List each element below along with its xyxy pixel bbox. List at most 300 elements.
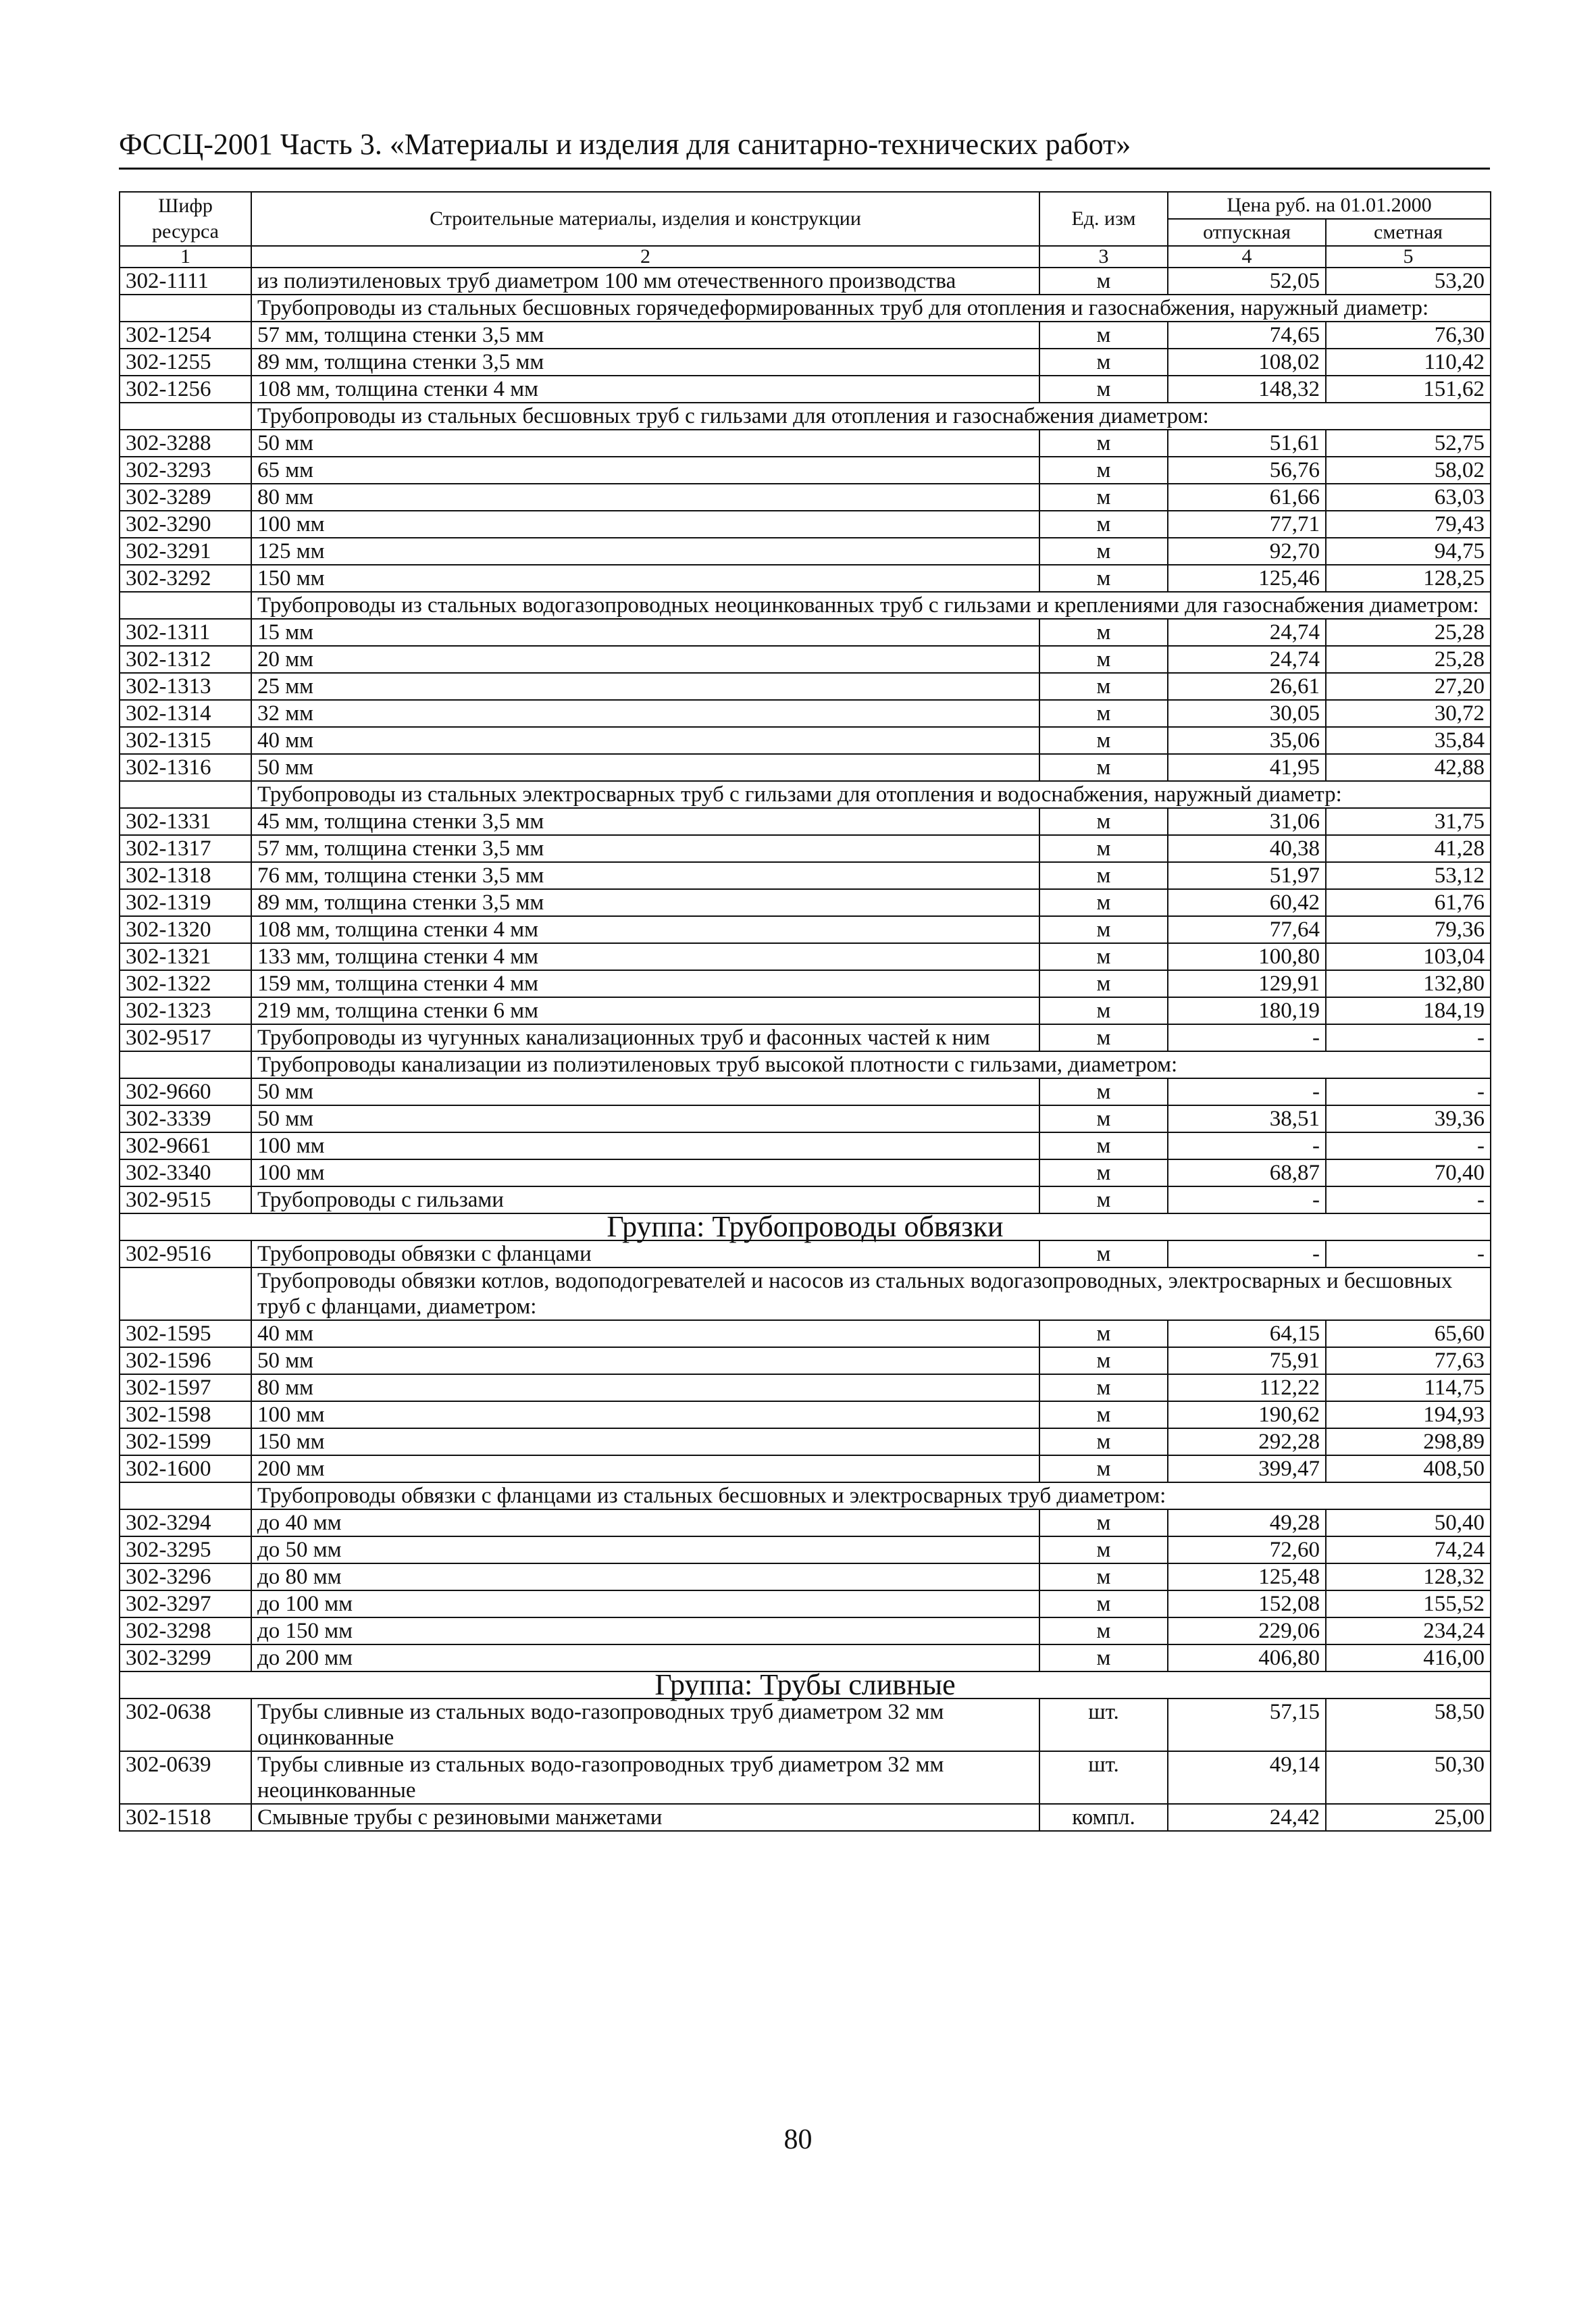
table-body bbox=[120, 268, 1491, 1831]
section-code-cell bbox=[120, 781, 251, 808]
section-code-cell bbox=[120, 295, 251, 322]
section-title: Трубопроводы из стальных бесшовных труб с гильзами для отопления и газоснабжения диаметром: bbox=[251, 403, 1491, 430]
column-header-estimate: сметная bbox=[1326, 219, 1491, 246]
estimate-price: 132,80 bbox=[1326, 970, 1491, 997]
table-row bbox=[120, 1320, 1491, 1347]
item-name: Трубопроводы с гильзами bbox=[251, 1186, 1039, 1213]
release-price: 49,28 bbox=[1168, 1509, 1326, 1536]
item-unit: м bbox=[1039, 1186, 1168, 1213]
estimate-price: 27,20 bbox=[1326, 673, 1491, 700]
resource-code: 302-1319 bbox=[120, 889, 251, 916]
item-unit: м bbox=[1039, 376, 1168, 403]
table-row bbox=[120, 565, 1491, 592]
table-row bbox=[120, 1428, 1491, 1455]
release-price: 74,65 bbox=[1168, 322, 1326, 349]
section-code-cell bbox=[120, 1482, 251, 1509]
item-name: 108 мм, толщина стенки 4 мм bbox=[251, 916, 1039, 943]
item-unit: м bbox=[1039, 646, 1168, 673]
resource-code: 302-9661 bbox=[120, 1132, 251, 1159]
item-name: Трубы сливные из стальных водо-газопроводных труб диаметром 32 мм неоцинкованные bbox=[251, 1751, 1039, 1804]
column-number: 2 bbox=[251, 246, 1039, 268]
table-row bbox=[120, 349, 1491, 376]
release-price: 190,62 bbox=[1168, 1401, 1326, 1428]
item-name: 20 мм bbox=[251, 646, 1039, 673]
item-unit: м bbox=[1039, 916, 1168, 943]
item-name: до 100 мм bbox=[251, 1590, 1039, 1617]
table-row bbox=[120, 1078, 1491, 1105]
column-header-code: Шифр ресурса bbox=[120, 192, 251, 246]
item-name: Трубопроводы обвязки с фланцами bbox=[251, 1240, 1039, 1267]
section-row bbox=[120, 781, 1491, 808]
resource-code: 302-3294 bbox=[120, 1509, 251, 1536]
section-title: Трубопроводы из стальных водогазопроводных неоцинкованных труб с гильзами и креплениями для газоснабжения диаметром: bbox=[251, 592, 1491, 619]
release-price: 64,15 bbox=[1168, 1320, 1326, 1347]
item-unit: м bbox=[1039, 970, 1168, 997]
table-row bbox=[120, 700, 1491, 727]
page-header: ФССЦ-2001 Часть 3. «Материалы и изделия для санитарно-технических работ» bbox=[119, 127, 1490, 170]
item-unit: м bbox=[1039, 1401, 1168, 1428]
estimate-price: 58,02 bbox=[1326, 457, 1491, 484]
section-code-cell bbox=[120, 1051, 251, 1078]
release-price: 24,74 bbox=[1168, 646, 1326, 673]
item-unit: м bbox=[1039, 1509, 1168, 1536]
section-code-cell bbox=[120, 403, 251, 430]
item-unit: м bbox=[1039, 1455, 1168, 1482]
table-row bbox=[120, 511, 1491, 538]
item-name: 150 мм bbox=[251, 565, 1039, 592]
item-name: до 50 мм bbox=[251, 1536, 1039, 1563]
estimate-price: 79,36 bbox=[1326, 916, 1491, 943]
estimate-price: 53,20 bbox=[1326, 268, 1491, 295]
estimate-price: 79,43 bbox=[1326, 511, 1491, 538]
item-name: 50 мм bbox=[251, 1347, 1039, 1374]
release-price: 24,42 bbox=[1168, 1804, 1326, 1831]
release-price: 148,32 bbox=[1168, 376, 1326, 403]
item-unit: м bbox=[1039, 1590, 1168, 1617]
table-row bbox=[120, 1563, 1491, 1590]
column-header-price: Цена руб. на 01.01.2000 bbox=[1168, 192, 1491, 219]
item-name: 65 мм bbox=[251, 457, 1039, 484]
item-unit: м bbox=[1039, 808, 1168, 835]
item-unit: м bbox=[1039, 835, 1168, 862]
release-price: 77,71 bbox=[1168, 511, 1326, 538]
table-row bbox=[120, 1751, 1491, 1804]
item-name: из полиэтиленовых труб диаметром 100 мм отечественного производства bbox=[251, 268, 1039, 295]
estimate-price: 50,40 bbox=[1326, 1509, 1491, 1536]
item-unit: м bbox=[1039, 1347, 1168, 1374]
item-unit: м bbox=[1039, 700, 1168, 727]
release-price: 38,51 bbox=[1168, 1105, 1326, 1132]
release-price: 35,06 bbox=[1168, 727, 1326, 754]
item-unit: м bbox=[1039, 673, 1168, 700]
section-row bbox=[120, 295, 1491, 322]
estimate-price: - bbox=[1326, 1024, 1491, 1051]
release-price: 51,61 bbox=[1168, 430, 1326, 457]
item-name: 57 мм, толщина стенки 3,5 мм bbox=[251, 322, 1039, 349]
table-row bbox=[120, 889, 1491, 916]
section-row bbox=[120, 1051, 1491, 1078]
resource-code: 302-1600 bbox=[120, 1455, 251, 1482]
resource-code: 302-3299 bbox=[120, 1644, 251, 1671]
item-unit: м bbox=[1039, 889, 1168, 916]
resource-code: 302-1255 bbox=[120, 349, 251, 376]
group-row bbox=[120, 1213, 1491, 1240]
release-price: 49,14 bbox=[1168, 1751, 1326, 1804]
estimate-price: 155,52 bbox=[1326, 1590, 1491, 1617]
table-row bbox=[120, 1401, 1491, 1428]
item-unit: м bbox=[1039, 1240, 1168, 1267]
item-unit: шт. bbox=[1039, 1751, 1168, 1804]
table-row bbox=[120, 1347, 1491, 1374]
table-row bbox=[120, 619, 1491, 646]
item-name: до 150 мм bbox=[251, 1617, 1039, 1644]
item-unit: м bbox=[1039, 322, 1168, 349]
table-row bbox=[120, 646, 1491, 673]
item-unit: м bbox=[1039, 430, 1168, 457]
item-name: 45 мм, толщина стенки 3,5 мм bbox=[251, 808, 1039, 835]
estimate-price: - bbox=[1326, 1078, 1491, 1105]
release-price: 292,28 bbox=[1168, 1428, 1326, 1455]
release-price: 51,97 bbox=[1168, 862, 1326, 889]
item-name: 32 мм bbox=[251, 700, 1039, 727]
table-row bbox=[120, 862, 1491, 889]
resource-code: 302-1331 bbox=[120, 808, 251, 835]
section-title: Трубопроводы из стальных бесшовных горячедеформированных труб для отопления и газоснабжения, наружный диаметр: bbox=[251, 295, 1491, 322]
resource-code: 302-1315 bbox=[120, 727, 251, 754]
item-unit: м bbox=[1039, 268, 1168, 295]
estimate-price: 76,30 bbox=[1326, 322, 1491, 349]
item-unit: м bbox=[1039, 565, 1168, 592]
group-title: Группа: Трубопроводы обвязки bbox=[120, 1213, 1491, 1240]
resource-code: 302-9517 bbox=[120, 1024, 251, 1051]
estimate-price: 416,00 bbox=[1326, 1644, 1491, 1671]
section-title: Трубопроводы из стальных электросварных труб с гильзами для отопления и водоснабжения, наружный диаметр: bbox=[251, 781, 1491, 808]
item-name: Смывные трубы с резиновыми манжетами bbox=[251, 1804, 1039, 1831]
estimate-price: 128,32 bbox=[1326, 1563, 1491, 1590]
item-unit: м bbox=[1039, 997, 1168, 1024]
estimate-price: 298,89 bbox=[1326, 1428, 1491, 1455]
item-unit: м bbox=[1039, 1105, 1168, 1132]
release-price: - bbox=[1168, 1078, 1326, 1105]
table-row bbox=[120, 1644, 1491, 1671]
table-row bbox=[120, 1617, 1491, 1644]
item-unit: м bbox=[1039, 1078, 1168, 1105]
resource-code: 302-1318 bbox=[120, 862, 251, 889]
estimate-price: - bbox=[1326, 1186, 1491, 1213]
release-price: 112,22 bbox=[1168, 1374, 1326, 1401]
item-name: 150 мм bbox=[251, 1428, 1039, 1455]
estimate-price: 74,24 bbox=[1326, 1536, 1491, 1563]
item-name: 125 мм bbox=[251, 538, 1039, 565]
group-title: Группа: Трубы сливные bbox=[120, 1671, 1491, 1699]
resource-code: 302-1314 bbox=[120, 700, 251, 727]
section-row bbox=[120, 403, 1491, 430]
item-name: 25 мм bbox=[251, 673, 1039, 700]
section-title: Трубопроводы канализации из полиэтиленовых труб высокой плотности с гильзами, диаметром: bbox=[251, 1051, 1491, 1078]
resource-code: 302-9660 bbox=[120, 1078, 251, 1105]
release-price: - bbox=[1168, 1132, 1326, 1159]
table-row bbox=[120, 1240, 1491, 1267]
estimate-price: 53,12 bbox=[1326, 862, 1491, 889]
resource-code: 302-1311 bbox=[120, 619, 251, 646]
release-price: 41,95 bbox=[1168, 754, 1326, 781]
section-title: Трубопроводы обвязки котлов, водоподогревателей и насосов из стальных водогазопроводных, электросварных и бесшовных труб с фланцами, диаметром: bbox=[251, 1267, 1491, 1320]
item-name: до 80 мм bbox=[251, 1563, 1039, 1590]
estimate-price: 61,76 bbox=[1326, 889, 1491, 916]
item-unit: м bbox=[1039, 1320, 1168, 1347]
release-price: 229,06 bbox=[1168, 1617, 1326, 1644]
item-name: 200 мм bbox=[251, 1455, 1039, 1482]
resource-code: 302-1518 bbox=[120, 1804, 251, 1831]
resource-code: 302-1320 bbox=[120, 916, 251, 943]
table-row bbox=[120, 1699, 1491, 1751]
estimate-price: 39,36 bbox=[1326, 1105, 1491, 1132]
item-name: Трубы сливные из стальных водо-газопроводных труб диаметром 32 мм оцинкованные bbox=[251, 1699, 1039, 1751]
item-unit: м bbox=[1039, 862, 1168, 889]
table-row bbox=[120, 457, 1491, 484]
resource-code: 302-1256 bbox=[120, 376, 251, 403]
item-name: 108 мм, толщина стенки 4 мм bbox=[251, 376, 1039, 403]
estimate-price: 77,63 bbox=[1326, 1347, 1491, 1374]
table-row bbox=[120, 943, 1491, 970]
estimate-price: 31,75 bbox=[1326, 808, 1491, 835]
item-name: 80 мм bbox=[251, 1374, 1039, 1401]
estimate-price: 63,03 bbox=[1326, 484, 1491, 511]
resource-code: 302-1313 bbox=[120, 673, 251, 700]
column-number: 5 bbox=[1326, 246, 1491, 268]
column-header-unit: Ед. изм bbox=[1039, 192, 1168, 246]
item-unit: м bbox=[1039, 538, 1168, 565]
column-number: 4 bbox=[1168, 246, 1326, 268]
table-row bbox=[120, 1132, 1491, 1159]
resource-code: 302-9515 bbox=[120, 1186, 251, 1213]
estimate-price: 42,88 bbox=[1326, 754, 1491, 781]
release-price: 180,19 bbox=[1168, 997, 1326, 1024]
table-row bbox=[120, 484, 1491, 511]
resource-code: 302-0638 bbox=[120, 1699, 251, 1751]
resource-code: 302-3293 bbox=[120, 457, 251, 484]
item-name: 100 мм bbox=[251, 511, 1039, 538]
resource-code: 302-1317 bbox=[120, 835, 251, 862]
item-unit: м bbox=[1039, 1617, 1168, 1644]
resource-code: 302-1316 bbox=[120, 754, 251, 781]
item-name: 100 мм bbox=[251, 1159, 1039, 1186]
resource-code: 302-1111 bbox=[120, 268, 251, 295]
estimate-price: 184,19 bbox=[1326, 997, 1491, 1024]
item-unit: м bbox=[1039, 511, 1168, 538]
item-name: 40 мм bbox=[251, 727, 1039, 754]
item-name: 159 мм, толщина стенки 4 мм bbox=[251, 970, 1039, 997]
item-name: до 40 мм bbox=[251, 1509, 1039, 1536]
column-header-release: отпускная bbox=[1168, 219, 1326, 246]
estimate-price: - bbox=[1326, 1132, 1491, 1159]
table-row bbox=[120, 376, 1491, 403]
estimate-price: 25,28 bbox=[1326, 646, 1491, 673]
resource-code: 302-1596 bbox=[120, 1347, 251, 1374]
resource-code: 302-9516 bbox=[120, 1240, 251, 1267]
resource-code: 302-3290 bbox=[120, 511, 251, 538]
table-row bbox=[120, 1536, 1491, 1563]
column-number: 3 bbox=[1039, 246, 1168, 268]
resource-code: 302-3340 bbox=[120, 1159, 251, 1186]
resource-code: 302-3288 bbox=[120, 430, 251, 457]
item-unit: м bbox=[1039, 1563, 1168, 1590]
table-row bbox=[120, 970, 1491, 997]
item-unit: м bbox=[1039, 943, 1168, 970]
section-title: Трубопроводы обвязки с фланцами из стальных бесшовных и электросварных труб диаметром: bbox=[251, 1482, 1491, 1509]
section-row bbox=[120, 592, 1491, 619]
estimate-price: 128,25 bbox=[1326, 565, 1491, 592]
estimate-price: 194,93 bbox=[1326, 1401, 1491, 1428]
price-table bbox=[119, 191, 1491, 1832]
resource-code: 302-1322 bbox=[120, 970, 251, 997]
release-price: 129,91 bbox=[1168, 970, 1326, 997]
estimate-price: 58,50 bbox=[1326, 1699, 1491, 1751]
resource-code: 302-3298 bbox=[120, 1617, 251, 1644]
table-row bbox=[120, 1590, 1491, 1617]
table-row bbox=[120, 1024, 1491, 1051]
table-row bbox=[120, 808, 1491, 835]
item-unit: м bbox=[1039, 1024, 1168, 1051]
item-name: до 200 мм bbox=[251, 1644, 1039, 1671]
item-unit: м bbox=[1039, 1428, 1168, 1455]
estimate-price: 110,42 bbox=[1326, 349, 1491, 376]
resource-code: 302-3295 bbox=[120, 1536, 251, 1563]
item-name: 50 мм bbox=[251, 1078, 1039, 1105]
release-price: 60,42 bbox=[1168, 889, 1326, 916]
item-name: 80 мм bbox=[251, 484, 1039, 511]
resource-code: 302-3291 bbox=[120, 538, 251, 565]
release-price: 68,87 bbox=[1168, 1159, 1326, 1186]
release-price: 61,66 bbox=[1168, 484, 1326, 511]
release-price: 26,61 bbox=[1168, 673, 1326, 700]
item-unit: шт. bbox=[1039, 1699, 1168, 1751]
item-unit: м bbox=[1039, 1536, 1168, 1563]
estimate-price: 65,60 bbox=[1326, 1320, 1491, 1347]
item-name: 133 мм, толщина стенки 4 мм bbox=[251, 943, 1039, 970]
estimate-price: 30,72 bbox=[1326, 700, 1491, 727]
resource-code: 302-0639 bbox=[120, 1751, 251, 1804]
group-row bbox=[120, 1671, 1491, 1699]
estimate-price: 234,24 bbox=[1326, 1617, 1491, 1644]
item-unit: м bbox=[1039, 1159, 1168, 1186]
release-price: 152,08 bbox=[1168, 1590, 1326, 1617]
item-name: 50 мм bbox=[251, 754, 1039, 781]
item-name: 50 мм bbox=[251, 430, 1039, 457]
release-price: 56,76 bbox=[1168, 457, 1326, 484]
resource-code: 302-1323 bbox=[120, 997, 251, 1024]
release-price: 30,05 bbox=[1168, 700, 1326, 727]
release-price: - bbox=[1168, 1186, 1326, 1213]
table-row bbox=[120, 538, 1491, 565]
item-name: 15 мм bbox=[251, 619, 1039, 646]
item-unit: м bbox=[1039, 349, 1168, 376]
table-row bbox=[120, 754, 1491, 781]
release-price: 125,48 bbox=[1168, 1563, 1326, 1590]
resource-code: 302-1599 bbox=[120, 1428, 251, 1455]
release-price: 75,91 bbox=[1168, 1347, 1326, 1374]
resource-code: 302-1254 bbox=[120, 322, 251, 349]
item-unit: м bbox=[1039, 457, 1168, 484]
column-number: 1 bbox=[120, 246, 251, 268]
estimate-price: 151,62 bbox=[1326, 376, 1491, 403]
resource-code: 302-3292 bbox=[120, 565, 251, 592]
release-price: 52,05 bbox=[1168, 268, 1326, 295]
release-price: 77,64 bbox=[1168, 916, 1326, 943]
item-unit: компл. bbox=[1039, 1804, 1168, 1831]
table-row bbox=[120, 430, 1491, 457]
release-price: - bbox=[1168, 1024, 1326, 1051]
section-code-cell bbox=[120, 592, 251, 619]
estimate-price: 25,00 bbox=[1326, 1804, 1491, 1831]
section-code-cell bbox=[120, 1267, 251, 1320]
item-name: 76 мм, толщина стенки 3,5 мм bbox=[251, 862, 1039, 889]
item-name: 50 мм bbox=[251, 1105, 1039, 1132]
resource-code: 302-3297 bbox=[120, 1590, 251, 1617]
table-row bbox=[120, 997, 1491, 1024]
table-row bbox=[120, 1186, 1491, 1213]
release-price: 406,80 bbox=[1168, 1644, 1326, 1671]
item-unit: м bbox=[1039, 1644, 1168, 1671]
column-header-name: Строительные материалы, изделия и конструкции bbox=[251, 192, 1039, 246]
resource-code: 302-1312 bbox=[120, 646, 251, 673]
table-row bbox=[120, 916, 1491, 943]
resource-code: 302-1597 bbox=[120, 1374, 251, 1401]
table-row bbox=[120, 322, 1491, 349]
estimate-price: 41,28 bbox=[1326, 835, 1491, 862]
item-unit: м bbox=[1039, 484, 1168, 511]
resource-code: 302-1598 bbox=[120, 1401, 251, 1428]
estimate-price: 52,75 bbox=[1326, 430, 1491, 457]
item-name: Трубопроводы из чугунных канализационных труб и фасонных частей к ним bbox=[251, 1024, 1039, 1051]
item-unit: м bbox=[1039, 754, 1168, 781]
item-unit: м bbox=[1039, 619, 1168, 646]
item-name: 100 мм bbox=[251, 1401, 1039, 1428]
estimate-price: 70,40 bbox=[1326, 1159, 1491, 1186]
resource-code: 302-3289 bbox=[120, 484, 251, 511]
table-row bbox=[120, 1455, 1491, 1482]
estimate-price: 35,84 bbox=[1326, 727, 1491, 754]
table-row bbox=[120, 1804, 1491, 1831]
resource-code: 302-3339 bbox=[120, 1105, 251, 1132]
release-price: 24,74 bbox=[1168, 619, 1326, 646]
estimate-price: 25,28 bbox=[1326, 619, 1491, 646]
table-row bbox=[120, 1105, 1491, 1132]
page-number: 80 bbox=[783, 2124, 813, 2155]
table-row bbox=[120, 727, 1491, 754]
release-price: 125,46 bbox=[1168, 565, 1326, 592]
release-price: 72,60 bbox=[1168, 1536, 1326, 1563]
table-row bbox=[120, 673, 1491, 700]
table-row bbox=[120, 1509, 1491, 1536]
estimate-price: 408,50 bbox=[1326, 1455, 1491, 1482]
release-price: 40,38 bbox=[1168, 835, 1326, 862]
release-price: 92,70 bbox=[1168, 538, 1326, 565]
release-price: 108,02 bbox=[1168, 349, 1326, 376]
estimate-price: 103,04 bbox=[1326, 943, 1491, 970]
item-name: 40 мм bbox=[251, 1320, 1039, 1347]
table-row bbox=[120, 1374, 1491, 1401]
release-price: 399,47 bbox=[1168, 1455, 1326, 1482]
table-row bbox=[120, 1159, 1491, 1186]
table-row bbox=[120, 835, 1491, 862]
item-name: 219 мм, толщина стенки 6 мм bbox=[251, 997, 1039, 1024]
item-unit: м bbox=[1039, 1374, 1168, 1401]
release-price: 100,80 bbox=[1168, 943, 1326, 970]
estimate-price: 94,75 bbox=[1326, 538, 1491, 565]
table-row bbox=[120, 268, 1491, 295]
estimate-price: - bbox=[1326, 1240, 1491, 1267]
